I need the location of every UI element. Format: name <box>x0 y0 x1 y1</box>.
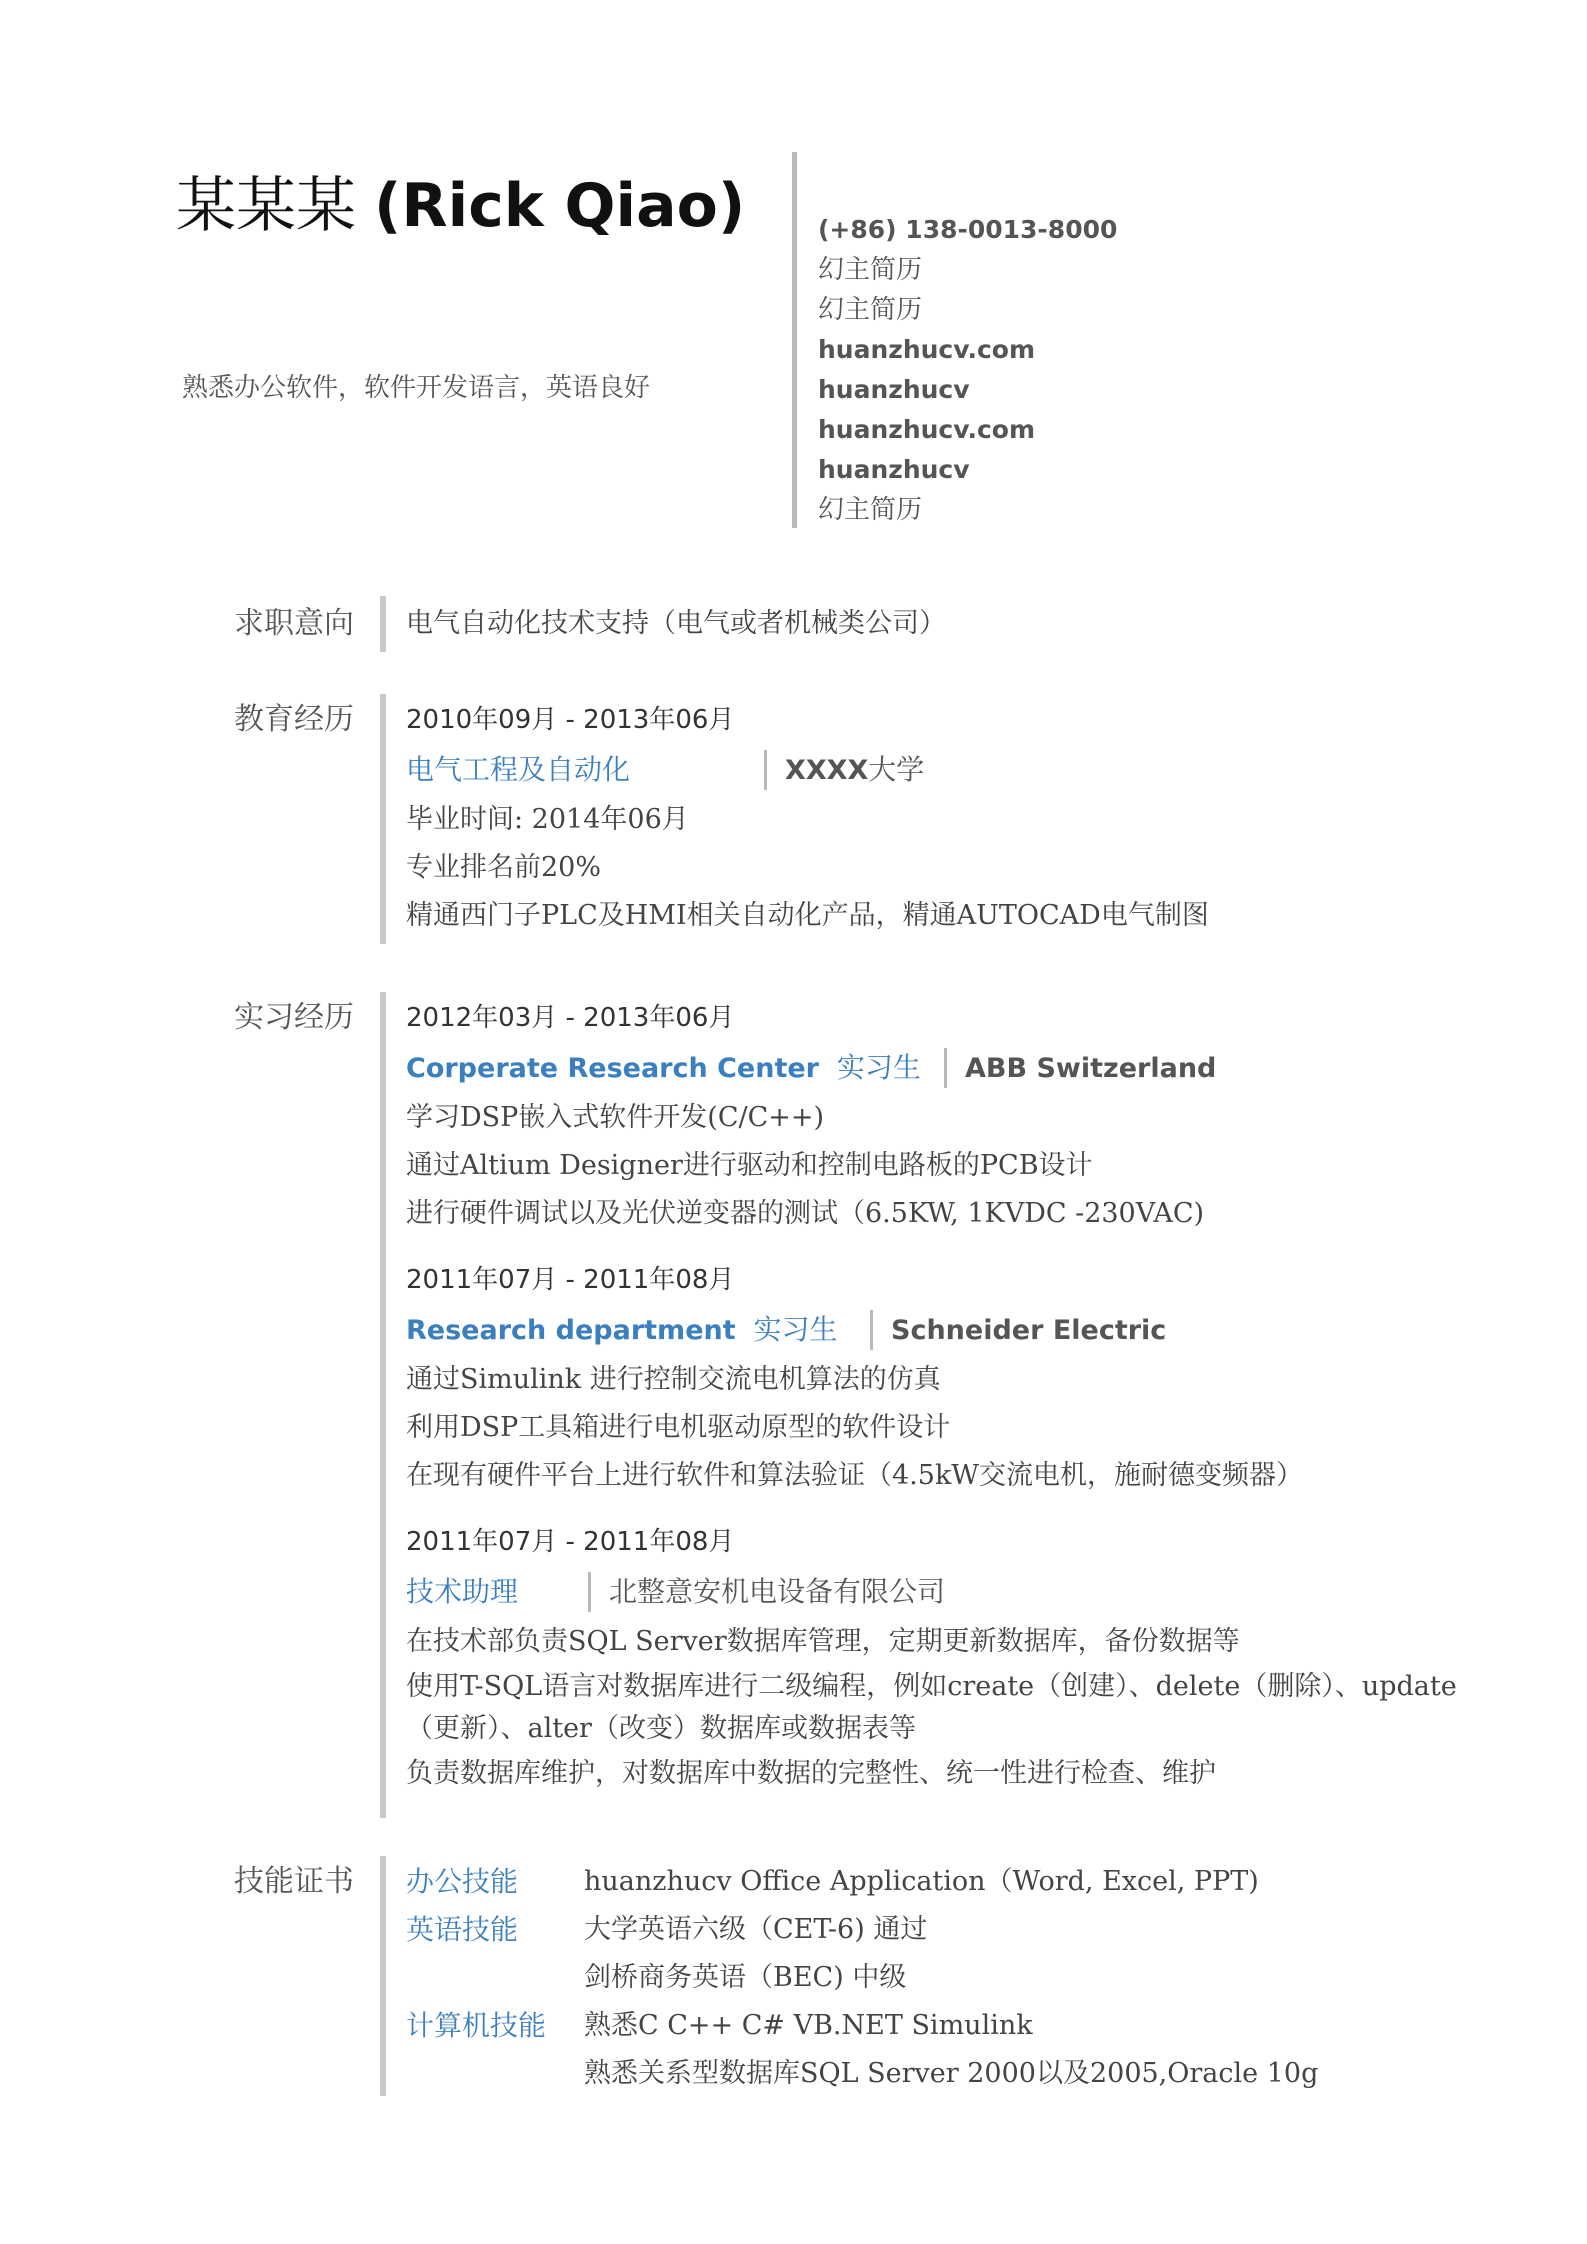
contact-info <box>818 210 1117 530</box>
internship-role: Research department 实习生 <box>406 1312 838 1346</box>
internship-date: 2011年07月 - 2011年08月 <box>406 1265 735 1295</box>
internship-detail: 负责数据库维护，对数据库中数据的完整性、统一性进行检查、维护 <box>406 1758 1216 1789</box>
title-separator <box>588 1572 591 1612</box>
skill-label <box>406 1954 584 2002</box>
contact-website: huanzhucv.com <box>818 415 1036 444</box>
education-section <box>406 696 1209 940</box>
name-english: (Rick Qiao) <box>374 171 746 241</box>
skills-section <box>406 1858 1318 2098</box>
name-chinese: 某某某 <box>176 171 356 241</box>
internship-detail: 通过Simulink 进行控制交流电机算法的仿真 <box>406 1364 941 1395</box>
skill-label: 英语技能 <box>406 1913 519 1946</box>
skill-row <box>406 1858 1318 1906</box>
internship-item <box>406 1256 1457 1500</box>
skill-value: 熟悉C C++ C# VB.NET Simulink <box>584 2010 1033 2041</box>
section-label-skills: 技能证书 <box>234 1864 354 1899</box>
title-separator <box>764 750 767 790</box>
internship-detail: 利用DSP工具箱进行电机驱动原型的软件设计 <box>406 1412 951 1443</box>
section-label-internship: 实习经历 <box>234 1000 354 1035</box>
skill-row <box>406 1954 1318 2002</box>
title-separator <box>870 1310 873 1350</box>
contact-phone: (+86) 138-0013-8000 <box>818 215 1118 244</box>
section-label-objective: 求职意向 <box>234 606 354 641</box>
internship-company: Schneider Electric <box>891 1314 1167 1346</box>
skill-value: 剑桥商务英语（BEC) 中级 <box>584 1962 907 1993</box>
skill-row <box>406 2002 1318 2050</box>
education-major: 电气工程及自动化 <box>406 753 631 786</box>
internship-detail: 在现有硬件平台上进行软件和算法验证（4.5kW交流电机，施耐德变频器） <box>406 1460 1304 1491</box>
title-separator <box>944 1048 947 1088</box>
internship-item <box>406 1518 1457 1798</box>
contact-line: huanzhucv <box>818 455 970 484</box>
skill-value: 熟悉关系型数据库SQL Server 2000以及2005,Oracle 10g <box>584 2058 1319 2089</box>
internship-title-row <box>406 1304 1457 1356</box>
section-divider <box>380 992 386 1818</box>
section-divider <box>380 1856 386 2096</box>
education-title-row <box>406 744 1209 796</box>
contact-line: 幻主简历 <box>818 295 923 325</box>
skill-row <box>406 1906 1318 1954</box>
education-school: XXXX大学 <box>785 752 925 786</box>
internship-detail: 在技术部负责SQL Server数据库管理，定期更新数据库，备份数据等 <box>406 1626 1240 1657</box>
internship-date: 2011年07月 - 2011年08月 <box>406 1527 735 1557</box>
skill-label: 计算机技能 <box>406 2009 547 2042</box>
section-label-education: 教育经历 <box>234 702 354 737</box>
education-date: 2010年09月 - 2013年06月 <box>406 705 735 735</box>
internship-detail: 通过Altium Designer进行驱动和控制电路板的PCB设计 <box>406 1150 1093 1181</box>
contact-line: huanzhucv <box>818 375 970 404</box>
section-divider <box>380 694 386 944</box>
internship-item <box>406 994 1457 1238</box>
internship-title-row <box>406 1566 1457 1618</box>
skill-value: huanzhucv Office Application（Word, Excel, PPT) <box>584 1866 1259 1897</box>
internship-detail: （更新）、alter（改变）数据库或数据表等 <box>406 1713 916 1744</box>
summary-text: 熟悉办公软件，软件开发语言，英语良好 <box>182 373 651 403</box>
candidate-name <box>176 170 745 242</box>
skill-label: 办公技能 <box>406 1865 519 1898</box>
skill-label <box>406 2050 584 2098</box>
internship-company: 北整意安机电设备有限公司 <box>609 1575 946 1608</box>
internship-detail: 学习DSP嵌入式软件开发(C/C++) <box>406 1102 825 1133</box>
internship-role: Corperate Research Center 实习生 <box>406 1050 921 1084</box>
education-detail: 毕业时间: 2014年06月 <box>406 804 689 835</box>
contact-line: 幻主简历 <box>818 495 923 525</box>
education-detail: 专业排名前20% <box>406 852 602 883</box>
contact-line: 幻主简历 <box>818 255 923 285</box>
internship-title-row <box>406 1042 1457 1094</box>
contact-divider <box>792 152 797 528</box>
education-detail: 精通西门子PLC及HMI相关自动化产品，精通AUTOCAD电气制图 <box>406 900 1209 931</box>
contact-website: huanzhucv.com <box>818 335 1036 364</box>
objective-section <box>406 600 946 648</box>
internship-date: 2012年03月 - 2013年06月 <box>406 1003 735 1033</box>
objective-text: 电气自动化技术支持（电气或者机械类公司） <box>406 608 946 639</box>
internship-role: 技术助理 <box>406 1575 519 1608</box>
skill-value: 大学英语六级（CET-6) 通过 <box>584 1914 928 1945</box>
internship-company: ABB Switzerland <box>965 1052 1217 1084</box>
section-divider <box>380 596 386 652</box>
internship-section <box>406 994 1457 1798</box>
skill-row <box>406 2050 1318 2098</box>
internship-detail: 使用T-SQL语言对数据库进行二级编程，例如create（创建）、delete（删除）、update <box>406 1671 1457 1702</box>
internship-detail: 进行硬件调试以及光伏逆变器的测试（6.5KW, 1KVDC -230VAC) <box>406 1198 1205 1229</box>
